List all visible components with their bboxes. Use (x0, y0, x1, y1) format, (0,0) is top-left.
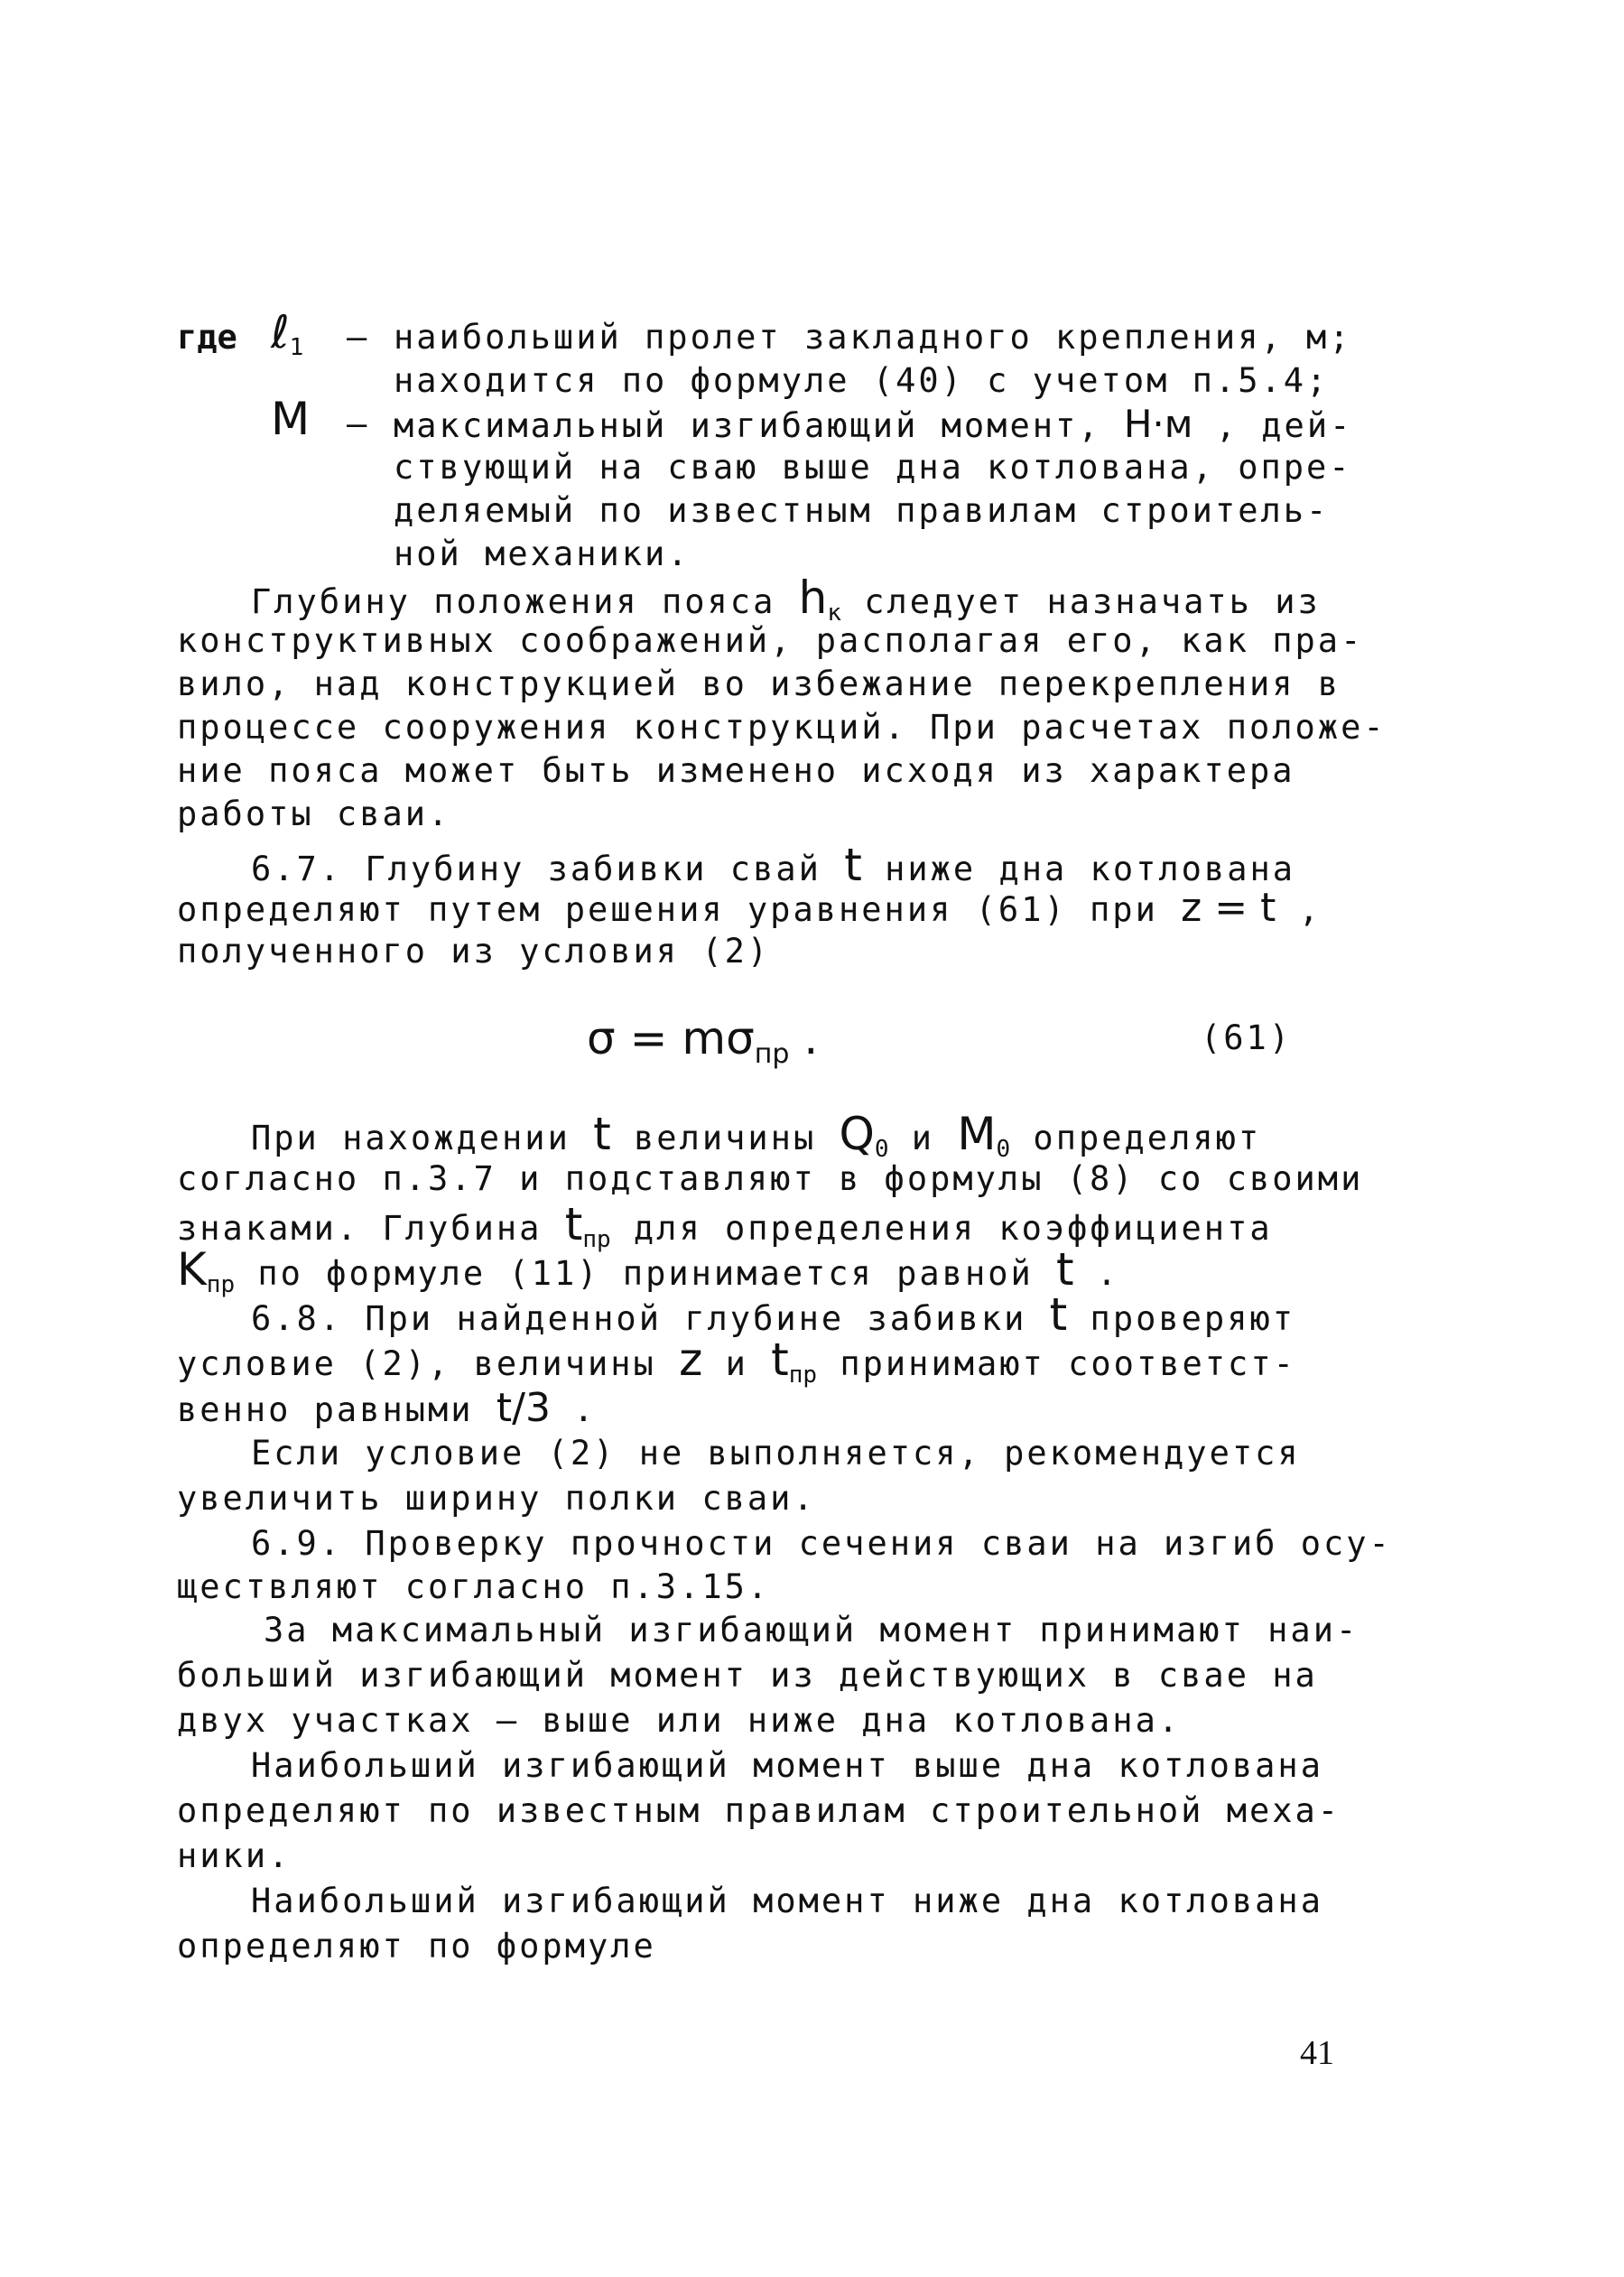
finding-para-line-2: согласно п.3.7 и подставляют в формулы (8) со своими (177, 1159, 1364, 1198)
M-definition-line-1: максимальный изгибающий момент, Н·м , дей- (394, 402, 1353, 446)
finding-para-line-3: знаками. Глубина $t_{пр}$ для определения коэффициента (177, 1198, 1273, 1253)
section-6-9-line-1: 6.9. Проверку прочности сечения сваи на изгиб осу- (251, 1524, 1392, 1563)
l1-definition-line-1: наибольший пролет закладного крепления, м; (394, 318, 1352, 357)
above-para-line-3: ники. (177, 1836, 292, 1875)
section-6-8-line-2: условие (2), величины z и $t_{пр}$ принимают соответст- (177, 1334, 1296, 1389)
below-para-line-1: Наибольший изгибающий момент ниже дна котлована (251, 1882, 1323, 1920)
section-6-9-line-2: ществляют согласно п.3.15. (177, 1567, 771, 1606)
finding-para-line-4: $K_{пр}$ по формуле (11) принимается равной t . (177, 1243, 1120, 1298)
above-para-line-2: определяют по известным правилам строительной меха- (177, 1791, 1341, 1830)
page-number: 41 (1300, 2034, 1334, 2072)
M-dash: – (347, 404, 367, 443)
l1-definition-line-2: находится по формуле (40) с учетом п.5.4; (394, 361, 1330, 400)
max-para-line-1: За максимальный изгибающий момент принимают наи- (264, 1611, 1360, 1650)
formula-number: (61) (1201, 1018, 1293, 1057)
below-para-line-2: определяют по формуле (177, 1927, 656, 1966)
belt-para-line-5: ние пояса может быть изменено исходя из характера (177, 751, 1295, 790)
belt-para-line-6: работы сваи. (177, 795, 451, 833)
M-definition-line-2: ствующий на сваю выше дна котлована, опре- (394, 448, 1352, 487)
M-symbol: M (271, 393, 311, 445)
section-6-7-line-3: полученного из условия (2) (177, 932, 771, 971)
belt-para-line-4: процессе сооружения конструкций. При расчетах положе- (177, 708, 1387, 747)
above-para-line-1: Наибольший изгибающий момент выше дна котлована (251, 1746, 1323, 1785)
M-definition-line-4: ной механики. (394, 534, 691, 573)
where-label: где (177, 318, 237, 357)
condition-para-line-2: увеличить ширину полки сваи. (177, 1479, 816, 1518)
belt-para-line-1: Глубину положения пояса $h_к$ следует назначать из (251, 572, 1321, 627)
section-6-7-line-2: определяют путем решения уравнения (61) при z = t , (177, 885, 1322, 931)
finding-para-line-1: При нахождении t величины $Q_0$ и $M_0$ определяют (251, 1108, 1262, 1163)
l1-dash: – (347, 318, 367, 357)
section-6-8-line-3: венно равными t/3 . (177, 1385, 597, 1431)
condition-para-line-1: Если условие (2) не выполняется, рекомендуется (251, 1434, 1301, 1473)
l1-symbol: ℓ$_1$ (271, 306, 304, 361)
formula-61: $\sigma = m\sigma_{пр}$ . (587, 1012, 819, 1070)
belt-para-line-2: конструктивных соображений, располагая его, как пра- (177, 621, 1364, 660)
section-6-8-line-1: 6.8. При найденной глубине забивки t проверяют (251, 1288, 1296, 1341)
max-para-line-3: двух участках – выше или ниже дна котлована. (177, 1701, 1182, 1740)
M-definition-line-3: деляемый по известным правилам строитель- (394, 491, 1330, 530)
max-para-line-2: больший изгибающий момент из действующих в свае на (177, 1656, 1318, 1695)
section-6-7-line-1: 6.7. Глубину забивки свай t ниже дна котлована (251, 839, 1296, 891)
belt-para-line-3: вило, над конструкцией во избежание перекрепления в (177, 665, 1341, 703)
